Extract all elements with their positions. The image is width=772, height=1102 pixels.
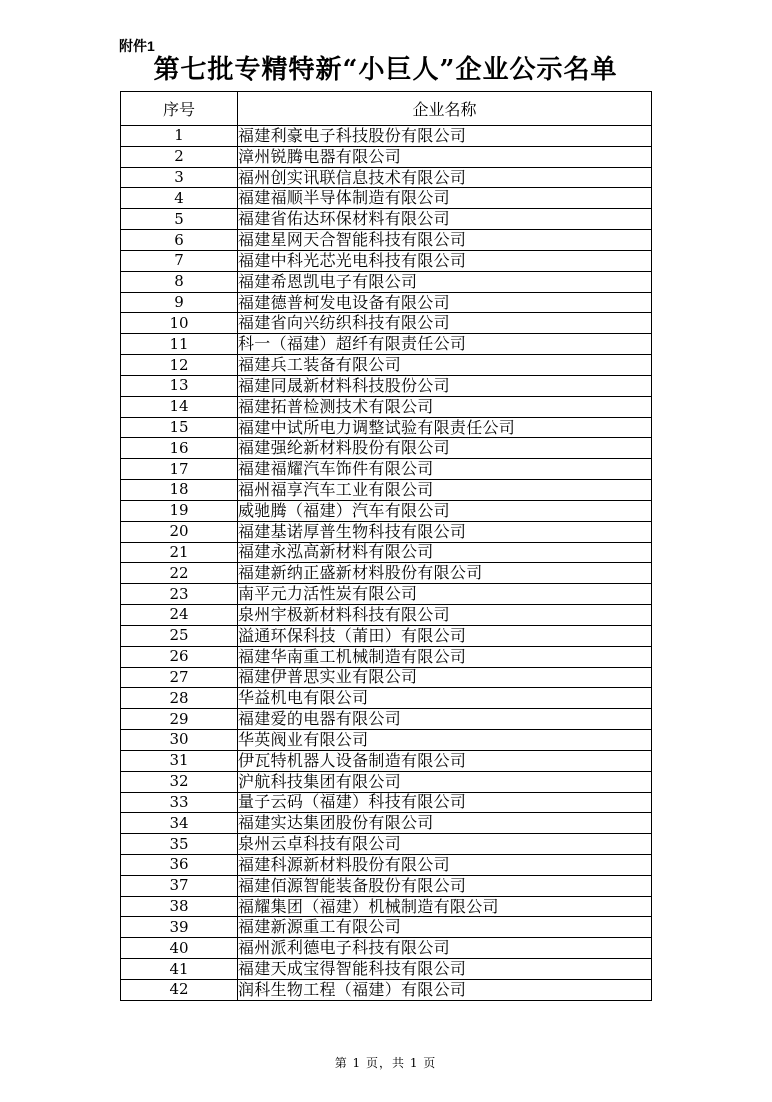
company-name-cell: 福建希恩凯电子有限公司 [238,271,652,292]
table-row [121,875,652,896]
table-row [121,938,652,959]
serial-number-cell: 35 [121,834,238,855]
company-name-cell: 福建新源重工有限公司 [238,917,652,938]
table-row [121,563,652,584]
table-row [121,667,652,688]
table-row [121,250,652,271]
serial-number-cell: 5 [121,209,238,230]
company-name-cell: 溢通环保科技（莆田）有限公司 [238,625,652,646]
serial-number-cell: 27 [121,667,238,688]
table-row [121,521,652,542]
table-row [121,896,652,917]
table-row [121,355,652,376]
page-title: 第七批专精特新“小巨人”企业公示名单 [153,55,618,85]
table-row [121,584,652,605]
serial-number-cell: 17 [121,459,238,480]
serial-number-cell: 36 [121,854,238,875]
serial-number-cell: 21 [121,542,238,563]
company-name-cell: 福建爱的电器有限公司 [238,709,652,730]
page-number-footer: 第 1 页，共 1 页 [334,1056,437,1070]
table-row [121,417,652,438]
serial-number-cell: 41 [121,959,238,980]
table-row [121,854,652,875]
serial-number-cell: 15 [121,417,238,438]
company-name-cell: 福建基诺厚普生物科技有限公司 [238,521,652,542]
table-row [121,625,652,646]
table-row [121,979,652,1000]
serial-number-cell: 7 [121,250,238,271]
serial-number-cell: 32 [121,771,238,792]
company-name-cell: 福州派利德电子科技有限公司 [238,938,652,959]
company-name-cell: 科一（福建）超纤有限责任公司 [238,334,652,355]
company-list-table [120,91,652,1001]
company-name-cell: 沪航科技集团有限公司 [238,771,652,792]
column-header-serial-number: 序号 [121,92,238,126]
company-name-cell: 漳州锐腾电器有限公司 [238,146,652,167]
table-row [121,500,652,521]
table-row [121,542,652,563]
company-name-cell: 福建德普柯发电设备有限公司 [238,292,652,313]
attachment-label: 附件1 [119,38,155,54]
serial-number-cell: 1 [121,126,238,147]
company-name-cell: 福建华南重工机械制造有限公司 [238,646,652,667]
serial-number-cell: 24 [121,605,238,626]
company-name-cell: 福建拓普检测技术有限公司 [238,396,652,417]
serial-number-cell: 23 [121,584,238,605]
column-header-company-name: 企业名称 [238,92,652,126]
serial-number-cell: 30 [121,730,238,751]
serial-number-cell: 33 [121,792,238,813]
serial-number-cell: 22 [121,563,238,584]
table-row [121,292,652,313]
serial-number-cell: 16 [121,438,238,459]
company-name-cell: 福建同晟新材料科技股份公司 [238,375,652,396]
company-name-cell: 泉州宇极新材料科技有限公司 [238,605,652,626]
serial-number-cell: 10 [121,313,238,334]
company-name-cell: 福建新纳正盛新材料股份有限公司 [238,563,652,584]
table-row [121,209,652,230]
company-name-cell: 南平元力活性炭有限公司 [238,584,652,605]
table-row [121,271,652,292]
company-name-cell: 华益机电有限公司 [238,688,652,709]
serial-number-cell: 19 [121,500,238,521]
serial-number-cell: 29 [121,709,238,730]
serial-number-cell: 4 [121,188,238,209]
company-name-cell: 福建科源新材料股份有限公司 [238,854,652,875]
company-name-cell: 华英阀业有限公司 [238,730,652,751]
company-name-cell: 福建星网天合智能科技有限公司 [238,230,652,251]
serial-number-cell: 11 [121,334,238,355]
serial-number-cell: 37 [121,875,238,896]
table-row [121,917,652,938]
table-row [121,438,652,459]
table-row [121,126,652,147]
serial-number-cell: 12 [121,355,238,376]
serial-number-cell: 40 [121,938,238,959]
table-header-row [121,92,652,126]
company-name-cell: 润科生物工程（福建）有限公司 [238,979,652,1000]
table-row [121,750,652,771]
serial-number-cell: 42 [121,979,238,1000]
company-name-cell: 福州创实讯联信息技术有限公司 [238,167,652,188]
company-name-cell: 福州福享汽车工业有限公司 [238,480,652,501]
company-name-cell: 福建天成宝得智能科技有限公司 [238,959,652,980]
company-name-cell: 威驰腾（福建）汽车有限公司 [238,500,652,521]
table-header [121,92,652,126]
serial-number-cell: 39 [121,917,238,938]
table-row [121,188,652,209]
table-body [121,126,652,1001]
serial-number-cell: 18 [121,480,238,501]
table-row [121,959,652,980]
table-row [121,375,652,396]
serial-number-cell: 9 [121,292,238,313]
serial-number-cell: 6 [121,230,238,251]
table-row [121,396,652,417]
company-name-cell: 量子云码（福建）科技有限公司 [238,792,652,813]
table-row [121,834,652,855]
company-name-cell: 福建利豪电子科技股份有限公司 [238,126,652,147]
serial-number-cell: 20 [121,521,238,542]
table-row [121,334,652,355]
table-row [121,146,652,167]
serial-number-cell: 28 [121,688,238,709]
serial-number-cell: 31 [121,750,238,771]
company-name-cell: 福建强纶新材料股份有限公司 [238,438,652,459]
company-name-cell: 福建省向兴纺织科技有限公司 [238,313,652,334]
company-name-cell: 福建中科光芯光电科技有限公司 [238,250,652,271]
company-name-cell: 福建兵工装备有限公司 [238,355,652,376]
serial-number-cell: 25 [121,625,238,646]
table-row [121,230,652,251]
serial-number-cell: 13 [121,375,238,396]
serial-number-cell: 34 [121,813,238,834]
company-name-cell: 泉州云卓科技有限公司 [238,834,652,855]
company-name-cell: 福建福耀汽车饰件有限公司 [238,459,652,480]
table-row [121,792,652,813]
table-row [121,688,652,709]
table-row [121,771,652,792]
company-name-cell: 福建伊普思实业有限公司 [238,667,652,688]
company-name-cell: 福耀集团（福建）机械制造有限公司 [238,896,652,917]
table-row [121,646,652,667]
company-name-cell: 福建永泓高新材料有限公司 [238,542,652,563]
serial-number-cell: 8 [121,271,238,292]
serial-number-cell: 2 [121,146,238,167]
company-name-cell: 福建福顺半导体制造有限公司 [238,188,652,209]
table-row [121,480,652,501]
table-row [121,167,652,188]
company-name-cell: 福建佰源智能装备股份有限公司 [238,875,652,896]
serial-number-cell: 38 [121,896,238,917]
company-name-cell: 福建省佑达环保材料有限公司 [238,209,652,230]
serial-number-cell: 14 [121,396,238,417]
table-row [121,313,652,334]
table-row [121,605,652,626]
serial-number-cell: 26 [121,646,238,667]
company-name-cell: 福建中试所电力调整试验有限责任公司 [238,417,652,438]
table-row [121,730,652,751]
company-name-cell: 伊瓦特机器人设备制造有限公司 [238,750,652,771]
serial-number-cell: 3 [121,167,238,188]
table-row [121,813,652,834]
table-row [121,709,652,730]
company-name-cell: 福建实达集团股份有限公司 [238,813,652,834]
table-row [121,459,652,480]
